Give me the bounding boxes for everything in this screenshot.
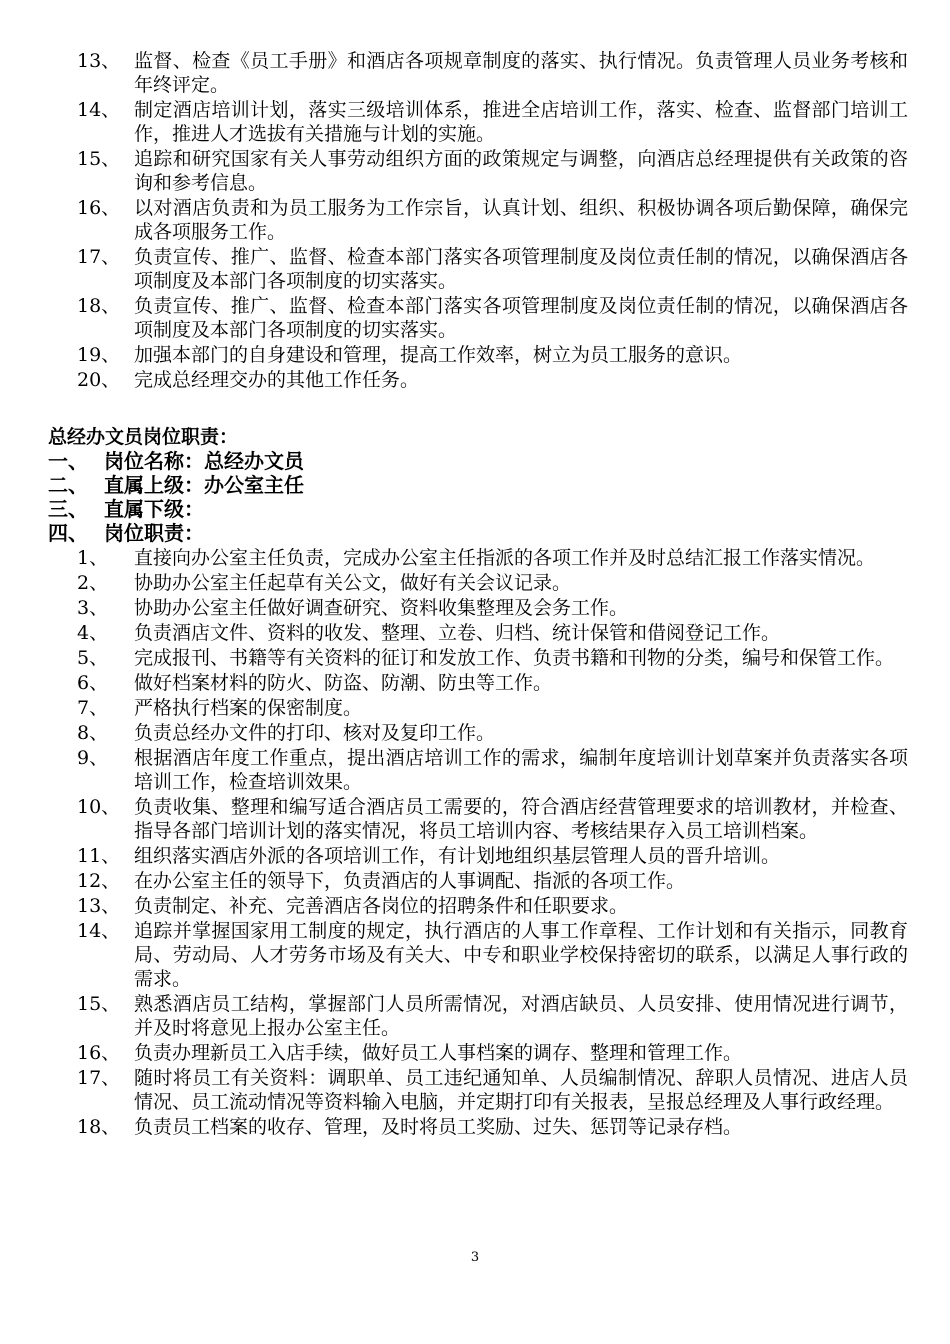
- list-item: [0, 368, 950, 392]
- item-number: 17、: [77, 246, 121, 268]
- list-item: [0, 869, 950, 893]
- list-item: [0, 671, 950, 695]
- item-text: 负责收集、整理和编写适合酒店员工需要的，符合酒店经营管理要求的培训教材，并检查、指导各部门培训计划的落实情况，将员工培训内容、考核结果存入员工培训档案。: [134, 796, 908, 842]
- heading-responsibilities: [0, 521, 950, 545]
- item-number: 16、: [77, 197, 121, 219]
- item-text: 完成总经理交办的其他工作任务。: [134, 369, 420, 391]
- item-number: 16、: [77, 1042, 121, 1064]
- item-number: 10、: [77, 796, 121, 818]
- item-number: 14、: [77, 99, 121, 121]
- item-number: 1、: [77, 547, 109, 569]
- item-number: 6、: [77, 672, 109, 694]
- item-number: 13、: [77, 895, 121, 917]
- item-text: 负责总经办文件的打印、核对及复印工作。: [134, 722, 496, 744]
- item-text: 负责制定、补充、完善酒店各岗位的招聘条件和任职要求。: [134, 895, 629, 917]
- item-text: 负责酒店文件、资料的收发、整理、立卷、归档、统计保管和借阅登记工作。: [134, 622, 781, 644]
- list-item: [0, 546, 950, 570]
- item-text: 追踪和研究国家有关人事劳动组织方面的政策规定与调整，向酒店总经理提供有关政策的咨询和参考信息。: [134, 148, 908, 194]
- list-item: [0, 646, 950, 670]
- item-text: 以对酒店负责和为员工服务为工作宗旨，认真计划、组织、积极协调各项后勤保障，确保完成各项服务工作。: [134, 197, 908, 243]
- list-item: [0, 894, 950, 918]
- item-text: 负责宣传、推广、监督、检查本部门落实各项管理制度及岗位责任制的情况，以确保酒店各项制度及本部门各项制度的切实落实。: [134, 246, 908, 292]
- item-number: 7、: [77, 697, 109, 719]
- heading-number: 三、: [48, 497, 88, 521]
- item-text: 严格执行档案的保密制度。: [134, 697, 363, 719]
- item-text: 做好档案材料的防火、防盗、防潮、防虫等工作。: [134, 672, 553, 694]
- list-item: [0, 245, 950, 293]
- heading-number: 四、: [48, 521, 88, 545]
- heading-number: 一、: [48, 449, 88, 473]
- item-text: 根据酒店年度工作重点，提出酒店培训工作的需求，编制年度培训计划草案并负责落实各项培训工作，检查培训效果。: [134, 747, 908, 793]
- heading-number: 二、: [48, 473, 88, 497]
- item-number: 15、: [77, 148, 121, 170]
- position-info-headings: [0, 449, 950, 545]
- list-item: [0, 98, 950, 146]
- item-text: 负责员工档案的收存、管理，及时将员工奖励、过失、惩罚等记录存档。: [134, 1116, 743, 1138]
- continued-duty-list: [0, 49, 950, 393]
- item-number: 12、: [77, 870, 121, 892]
- item-number: 18、: [77, 295, 121, 317]
- list-item: [0, 795, 950, 843]
- heading-direct-superior: [0, 473, 950, 497]
- item-text: 协助办公室主任做好调查研究、资料收集整理及会务工作。: [134, 597, 629, 619]
- item-text: 在办公室主任的领导下，负责酒店的人事调配、指派的各项工作。: [134, 870, 686, 892]
- list-item: [0, 596, 950, 620]
- item-text: 监督、检查《员工手册》和酒店各项规章制度的落实、执行情况。负责管理人员业务考核和年终评定。: [134, 50, 908, 96]
- list-item: [0, 919, 950, 991]
- item-text: 追踪并掌握国家用工制度的规定，执行酒店的人事工作章程、工作计划和有关指示，同教育局、劳动局、人才劳务市场及有关大、中专和职业学校保持密切的联系，以满足人事行政的需求。: [134, 920, 908, 990]
- item-number: 4、: [77, 622, 109, 644]
- item-number: 14、: [77, 920, 121, 942]
- item-number: 9、: [77, 747, 109, 769]
- heading-text: 岗位职责：: [104, 521, 204, 545]
- list-item: [0, 294, 950, 342]
- list-item: [0, 746, 950, 794]
- heading-text: 直属上级：办公室主任: [104, 473, 304, 497]
- list-item: [0, 147, 950, 195]
- heading-direct-subordinate: [0, 497, 950, 521]
- list-item: [0, 196, 950, 244]
- list-item: [0, 721, 950, 745]
- item-text: 直接向办公室主任负责，完成办公室主任指派的各项工作并及时总结汇报工作落实情况。: [134, 547, 876, 569]
- item-text: 随时将员工有关资料：调职单、员工违纪通知单、人员编制情况、辞职人员情况、进店人员情况、员工流动情况等资料输入电脑，并定期打印有关报表，呈报总经理及人事行政经理。: [134, 1067, 908, 1113]
- list-item: [0, 696, 950, 720]
- item-number: 2、: [77, 572, 109, 594]
- item-number: 8、: [77, 722, 109, 744]
- clerk-duty-list: [0, 546, 950, 1140]
- item-text: 加强本部门的自身建设和管理，提高工作效率，树立为员工服务的意识。: [134, 344, 743, 366]
- item-number: 18、: [77, 1116, 121, 1138]
- list-item: [0, 343, 950, 367]
- item-number: 19、: [77, 344, 121, 366]
- list-item: [0, 1066, 950, 1114]
- item-number: 17、: [77, 1067, 121, 1089]
- list-item: [0, 571, 950, 595]
- list-item: [0, 1041, 950, 1065]
- list-item: [0, 621, 950, 645]
- heading-position-name: [0, 449, 950, 473]
- list-item: [0, 49, 950, 97]
- list-item: [0, 844, 950, 868]
- list-item: [0, 1115, 950, 1139]
- item-number: 20、: [77, 369, 121, 391]
- item-number: 5、: [77, 647, 109, 669]
- item-text: 熟悉酒店员工结构，掌握部门人员所需情况，对酒店缺员、人员安排、使用情况进行调节，并及时将意见上报办公室主任。: [134, 993, 908, 1039]
- item-number: 3、: [77, 597, 109, 619]
- item-text: 组织落实酒店外派的各项培训工作，有计划地组织基层管理人员的晋升培训。: [134, 845, 781, 867]
- item-number: 11、: [77, 845, 121, 867]
- list-item: [0, 992, 950, 1040]
- item-text: 制定酒店培训计划，落实三级培训体系，推进全店培训工作，落实、检查、监督部门培训工作，推进人才选拔有关措施与计划的实施。: [134, 99, 908, 145]
- item-text: 负责宣传、推广、监督、检查本部门落实各项管理制度及岗位责任制的情况，以确保酒店各项制度及本部门各项制度的切实落实。: [134, 295, 908, 341]
- page-number: 3: [470, 1250, 480, 1265]
- item-text: 负责办理新员工入店手续，做好员工人事档案的调存、整理和管理工作。: [134, 1042, 743, 1064]
- section-title: 总经办文员岗位职责：: [48, 426, 239, 448]
- item-number: 15、: [77, 993, 121, 1015]
- item-text: 协助办公室主任起草有关公文，做好有关会议记录。: [134, 572, 572, 594]
- item-text: 完成报刊、书籍等有关资料的征订和发放工作、负责书籍和刊物的分类，编号和保管工作。: [134, 647, 895, 669]
- heading-text: 岗位名称：总经办文员: [104, 449, 304, 473]
- heading-text: 直属下级：: [104, 497, 204, 521]
- item-number: 13、: [77, 50, 121, 72]
